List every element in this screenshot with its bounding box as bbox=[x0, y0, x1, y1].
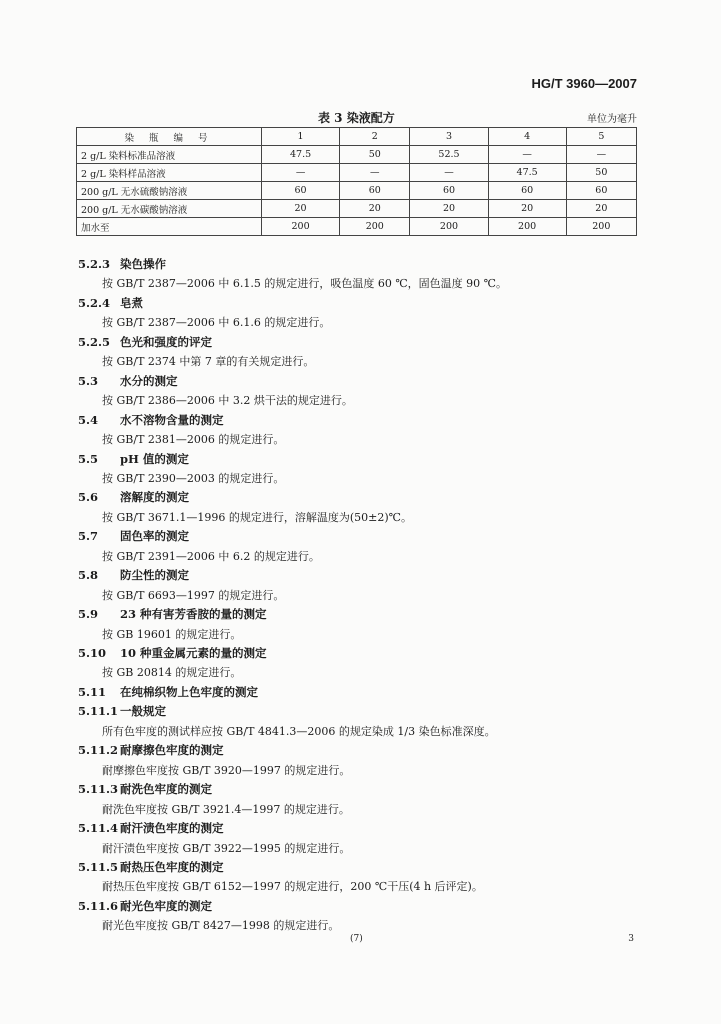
paragraph: 按 GB/T 6693—1997 的规定进行。 bbox=[102, 588, 285, 602]
section-heading bbox=[78, 451, 189, 467]
paragraph: 耐洗色牢度按 GB/T 3921.4—1997 的规定进行。 bbox=[102, 802, 350, 816]
section-heading bbox=[78, 898, 212, 914]
section-title: 耐洗色牢度的测定 bbox=[120, 782, 212, 797]
section-title: 耐汗渍色牢度的测定 bbox=[120, 821, 224, 836]
value-cell: 60 bbox=[488, 182, 566, 200]
value-cell: 50 bbox=[340, 146, 410, 164]
value-cell: 60 bbox=[410, 182, 488, 200]
value-cell: 47.5 bbox=[262, 146, 340, 164]
section-number: 5.3 bbox=[78, 373, 99, 388]
value-cell: 20 bbox=[488, 200, 566, 218]
section-number: 5.7 bbox=[78, 529, 99, 544]
section-heading bbox=[78, 645, 267, 661]
section-heading bbox=[78, 256, 166, 272]
value-cell: — bbox=[566, 146, 636, 164]
section-title: 耐摩擦色牢度的测定 bbox=[120, 743, 224, 758]
standard-code: HG/T 3960—2007 bbox=[531, 76, 637, 91]
section-title: 皂煮 bbox=[120, 295, 143, 310]
section-title: 水分的测定 bbox=[120, 373, 178, 388]
section-heading bbox=[78, 528, 189, 544]
value-cell: 200 bbox=[340, 218, 410, 236]
paragraph: 按 GB 20814 的规定进行。 bbox=[102, 666, 242, 680]
value-cell: 200 bbox=[488, 218, 566, 236]
section-heading bbox=[78, 606, 267, 622]
section-number: 5.11.2 bbox=[78, 743, 119, 758]
section-title: 染色操作 bbox=[120, 257, 166, 271]
section-title: 色光和强度的评定 bbox=[120, 334, 212, 349]
paragraph: 按 GB 19601 的规定进行。 bbox=[102, 627, 242, 641]
value-cell: 60 bbox=[262, 182, 340, 200]
row-label-cell: 2 g/L 染料标准品溶液 bbox=[77, 146, 262, 164]
section-number: 5.11.3 bbox=[78, 782, 119, 797]
section-number: 5.11.6 bbox=[78, 898, 119, 913]
section-heading bbox=[78, 334, 212, 350]
paragraph: 耐光色牢度按 GB/T 8427—1998 的规定进行。 bbox=[102, 919, 340, 933]
section-number: 5.11.1 bbox=[78, 704, 119, 719]
value-cell: 60 bbox=[566, 182, 636, 200]
value-cell: 200 bbox=[410, 218, 488, 236]
column-header: 3 bbox=[410, 128, 488, 146]
section-number: 5.11.5 bbox=[78, 859, 119, 874]
table-row bbox=[77, 182, 637, 200]
row-label-cell: 200 g/L 无水碳酸钠溶液 bbox=[77, 200, 262, 218]
paragraph: 耐摩擦色牢度按 GB/T 3920—1997 的规定进行。 bbox=[102, 763, 351, 777]
value-cell: — bbox=[410, 164, 488, 182]
section-title: 水不溶物含量的测定 bbox=[120, 412, 224, 427]
column-header: 1 bbox=[262, 128, 340, 146]
section-heading bbox=[78, 489, 189, 505]
section-number: 5.5 bbox=[78, 451, 99, 466]
section-number: 5.2.5 bbox=[78, 334, 111, 349]
section-heading bbox=[78, 684, 258, 700]
section-number: 5.9 bbox=[78, 607, 99, 622]
section-title: 在纯棉织物上色牢度的测定 bbox=[120, 684, 258, 699]
value-cell: 20 bbox=[566, 200, 636, 218]
column-header: 2 bbox=[340, 128, 410, 146]
paragraph: 按 GB/T 2386—2006 中 3.2 烘干法的规定进行。 bbox=[102, 394, 353, 408]
section-heading bbox=[78, 295, 143, 311]
section-heading bbox=[78, 412, 224, 428]
section-title: 溶解度的测定 bbox=[120, 490, 189, 505]
paragraph: 耐热压色牢度按 GB/T 6152—1997 的规定进行，200 ℃干压(4 h 后评定)。 bbox=[102, 880, 483, 894]
footer-number: (7) bbox=[350, 934, 363, 944]
section-number: 5.8 bbox=[78, 568, 99, 583]
table-unit: 单位为毫升 bbox=[587, 114, 637, 125]
column-header: 5 bbox=[566, 128, 636, 146]
value-cell: 200 bbox=[262, 218, 340, 236]
table-row bbox=[77, 200, 637, 218]
section-heading bbox=[78, 820, 224, 836]
section-title: 固色率的测定 bbox=[120, 529, 189, 544]
table-row bbox=[77, 146, 637, 164]
table-row bbox=[77, 164, 637, 182]
column-header: 染 瓶 编 号 bbox=[77, 128, 262, 146]
table-header-row bbox=[77, 128, 637, 146]
section-heading bbox=[78, 742, 224, 758]
dye-recipe-table bbox=[76, 127, 637, 236]
value-cell: — bbox=[488, 146, 566, 164]
paragraph: 按 GB/T 3671.1—1996 的规定进行，溶解温度为(50±2)℃。 bbox=[102, 510, 412, 524]
column-header: 4 bbox=[488, 128, 566, 146]
section-number: 5.11 bbox=[78, 684, 107, 699]
section-heading bbox=[78, 781, 212, 797]
row-label-cell: 加水至 bbox=[77, 218, 262, 236]
paragraph: 按 GB/T 2381—2006 的规定进行。 bbox=[102, 433, 285, 447]
section-number: 5.6 bbox=[78, 490, 99, 505]
table-title: 表 3 染液配方 bbox=[318, 111, 395, 125]
paragraph: 按 GB/T 2374 中第 7 章的有关规定进行。 bbox=[102, 355, 315, 369]
value-cell: 52.5 bbox=[410, 146, 488, 164]
section-heading bbox=[78, 859, 224, 875]
table-row bbox=[77, 218, 637, 236]
section-number: 5.2.3 bbox=[78, 257, 111, 271]
row-label-cell: 200 g/L 无水硫酸钠溶液 bbox=[77, 182, 262, 200]
paragraph: 耐汗渍色牢度按 GB/T 3922—1995 的规定进行。 bbox=[102, 841, 351, 855]
section-title: 23 种有害芳香胺的量的测定 bbox=[120, 607, 267, 622]
paragraph: 按 GB/T 2390—2003 的规定进行。 bbox=[102, 471, 285, 485]
value-cell: 50 bbox=[566, 164, 636, 182]
section-number: 5.11.4 bbox=[78, 821, 119, 836]
value-cell: 20 bbox=[262, 200, 340, 218]
paragraph: 按 GB/T 2387—2006 中 6.1.5 的规定进行，吸色温度 60 ℃，固色温度 90 ℃。 bbox=[102, 277, 507, 291]
value-cell: 20 bbox=[410, 200, 488, 218]
section-title: 一般规定 bbox=[120, 704, 166, 719]
paragraph: 所有色牢度的测试样应按 GB/T 4841.3—2006 的规定染成 1/3 染色标准深度。 bbox=[102, 724, 496, 738]
section-heading bbox=[78, 567, 189, 583]
section-title: 耐热压色牢度的测定 bbox=[120, 859, 224, 874]
section-heading bbox=[78, 703, 166, 719]
value-cell: 20 bbox=[340, 200, 410, 218]
page-number: 3 bbox=[628, 934, 634, 944]
section-title: pH 值的测定 bbox=[120, 451, 189, 466]
section-number: 5.10 bbox=[78, 646, 107, 660]
section-number: 5.2.4 bbox=[78, 295, 111, 310]
value-cell: 60 bbox=[340, 182, 410, 200]
section-heading bbox=[78, 373, 178, 389]
section-title: 耐光色牢度的测定 bbox=[120, 898, 212, 913]
value-cell: 200 bbox=[566, 218, 636, 236]
row-label-cell: 2 g/L 染料样品溶液 bbox=[77, 164, 262, 182]
paragraph: 按 GB/T 2391—2006 中 6.2 的规定进行。 bbox=[102, 549, 320, 563]
section-number: 5.4 bbox=[78, 412, 99, 427]
section-title: 防尘性的测定 bbox=[120, 568, 189, 583]
section-title: 10 种重金属元素的量的测定 bbox=[120, 646, 267, 660]
value-cell: — bbox=[262, 164, 340, 182]
value-cell: 47.5 bbox=[488, 164, 566, 182]
paragraph: 按 GB/T 2387—2006 中 6.1.6 的规定进行。 bbox=[102, 316, 331, 330]
value-cell: — bbox=[340, 164, 410, 182]
